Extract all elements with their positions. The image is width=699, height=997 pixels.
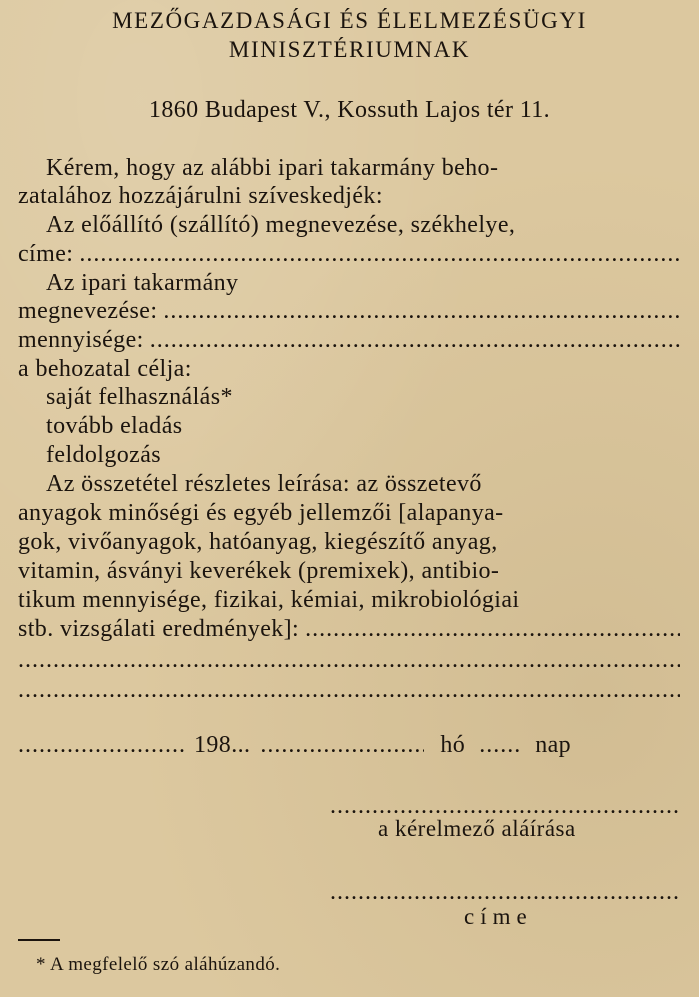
footnote: * A megfelelő szó aláhúzandó. xyxy=(36,954,281,975)
composition-line-1: Az összetétel részletes leírása: az összetevő xyxy=(46,471,482,497)
purpose-label: a behozatal célja: xyxy=(18,356,192,382)
feed-quantity-dotted-line[interactable] xyxy=(150,325,680,355)
blank-dotted-line-2[interactable] xyxy=(18,675,680,705)
intro-line-1 xyxy=(18,153,680,183)
applicant-address-label: címe xyxy=(464,904,533,929)
composition-line-5: tikum mennyisége, fizikai, kémiai, mikrobiológiai xyxy=(18,587,520,613)
signature-label: a kérelmező aláírása xyxy=(378,816,576,841)
feed-name-label: megnevezése: xyxy=(18,298,158,324)
blank-dotted-line-1[interactable] xyxy=(18,645,680,675)
day-label: nap xyxy=(535,732,572,758)
feed-quantity-label: mennyisége: xyxy=(18,327,144,353)
composition-line-3: gok, vivőanyagok, hatóanyag, kiegészítő anyag, xyxy=(18,529,498,555)
year-prefix: 198... xyxy=(194,732,251,758)
composition-dotted-line[interactable] xyxy=(305,614,680,644)
producer-address-label: címe: xyxy=(18,241,74,267)
footnote-divider xyxy=(18,939,60,941)
composition-line-4: vitamin, ásványi keverékek (premixek), antibio- xyxy=(18,558,500,584)
place-dotted-line[interactable] xyxy=(18,730,186,760)
producer-line-1: Az előállító (szállító) megnevezése, székhelye, xyxy=(46,212,516,238)
feed-name-field[interactable] xyxy=(18,296,680,326)
ministry-title-line2: MINISZTÉRIUMNAK xyxy=(228,37,471,62)
producer-address-field[interactable] xyxy=(18,239,680,269)
feed-heading: Az ipari takarmány xyxy=(46,270,239,296)
feed-quantity-field[interactable] xyxy=(18,325,680,355)
month-label: hó xyxy=(440,732,466,758)
ministry-address: 1860 Budapest V., Kossuth Lajos tér 11. xyxy=(148,97,551,123)
intro-line-2: zatalához hozzájárulni szíveskedjék: xyxy=(18,183,383,209)
day-dotted-line[interactable]: ...... xyxy=(479,732,522,758)
purpose-option-own-use[interactable]: saját felhasználás* xyxy=(46,384,233,410)
purpose-option-processing[interactable]: feldolgozás xyxy=(46,442,162,468)
ministry-title-line1: MEZŐGAZDASÁGI ÉS ÉLELMEZÉSÜGYI xyxy=(112,8,587,33)
feed-name-dotted-line[interactable] xyxy=(163,296,680,326)
applicant-address-dotted-line[interactable] xyxy=(330,880,678,904)
composition-line-2: anyagok minőségi és egyéb jellemzői [alapanya- xyxy=(18,500,504,526)
composition-last-label: stb. vizsgálati eredmények]: xyxy=(18,616,300,642)
purpose-option-resale[interactable]: tovább eladás xyxy=(46,413,183,439)
producer-address-dotted-line[interactable] xyxy=(79,239,680,269)
month-dotted-line[interactable] xyxy=(260,730,424,760)
composition-results-field[interactable] xyxy=(18,614,680,644)
intro-text-1: Kérem, hogy az alábbi ipari takarmány beho- xyxy=(46,155,499,181)
date-row[interactable] xyxy=(18,730,680,760)
